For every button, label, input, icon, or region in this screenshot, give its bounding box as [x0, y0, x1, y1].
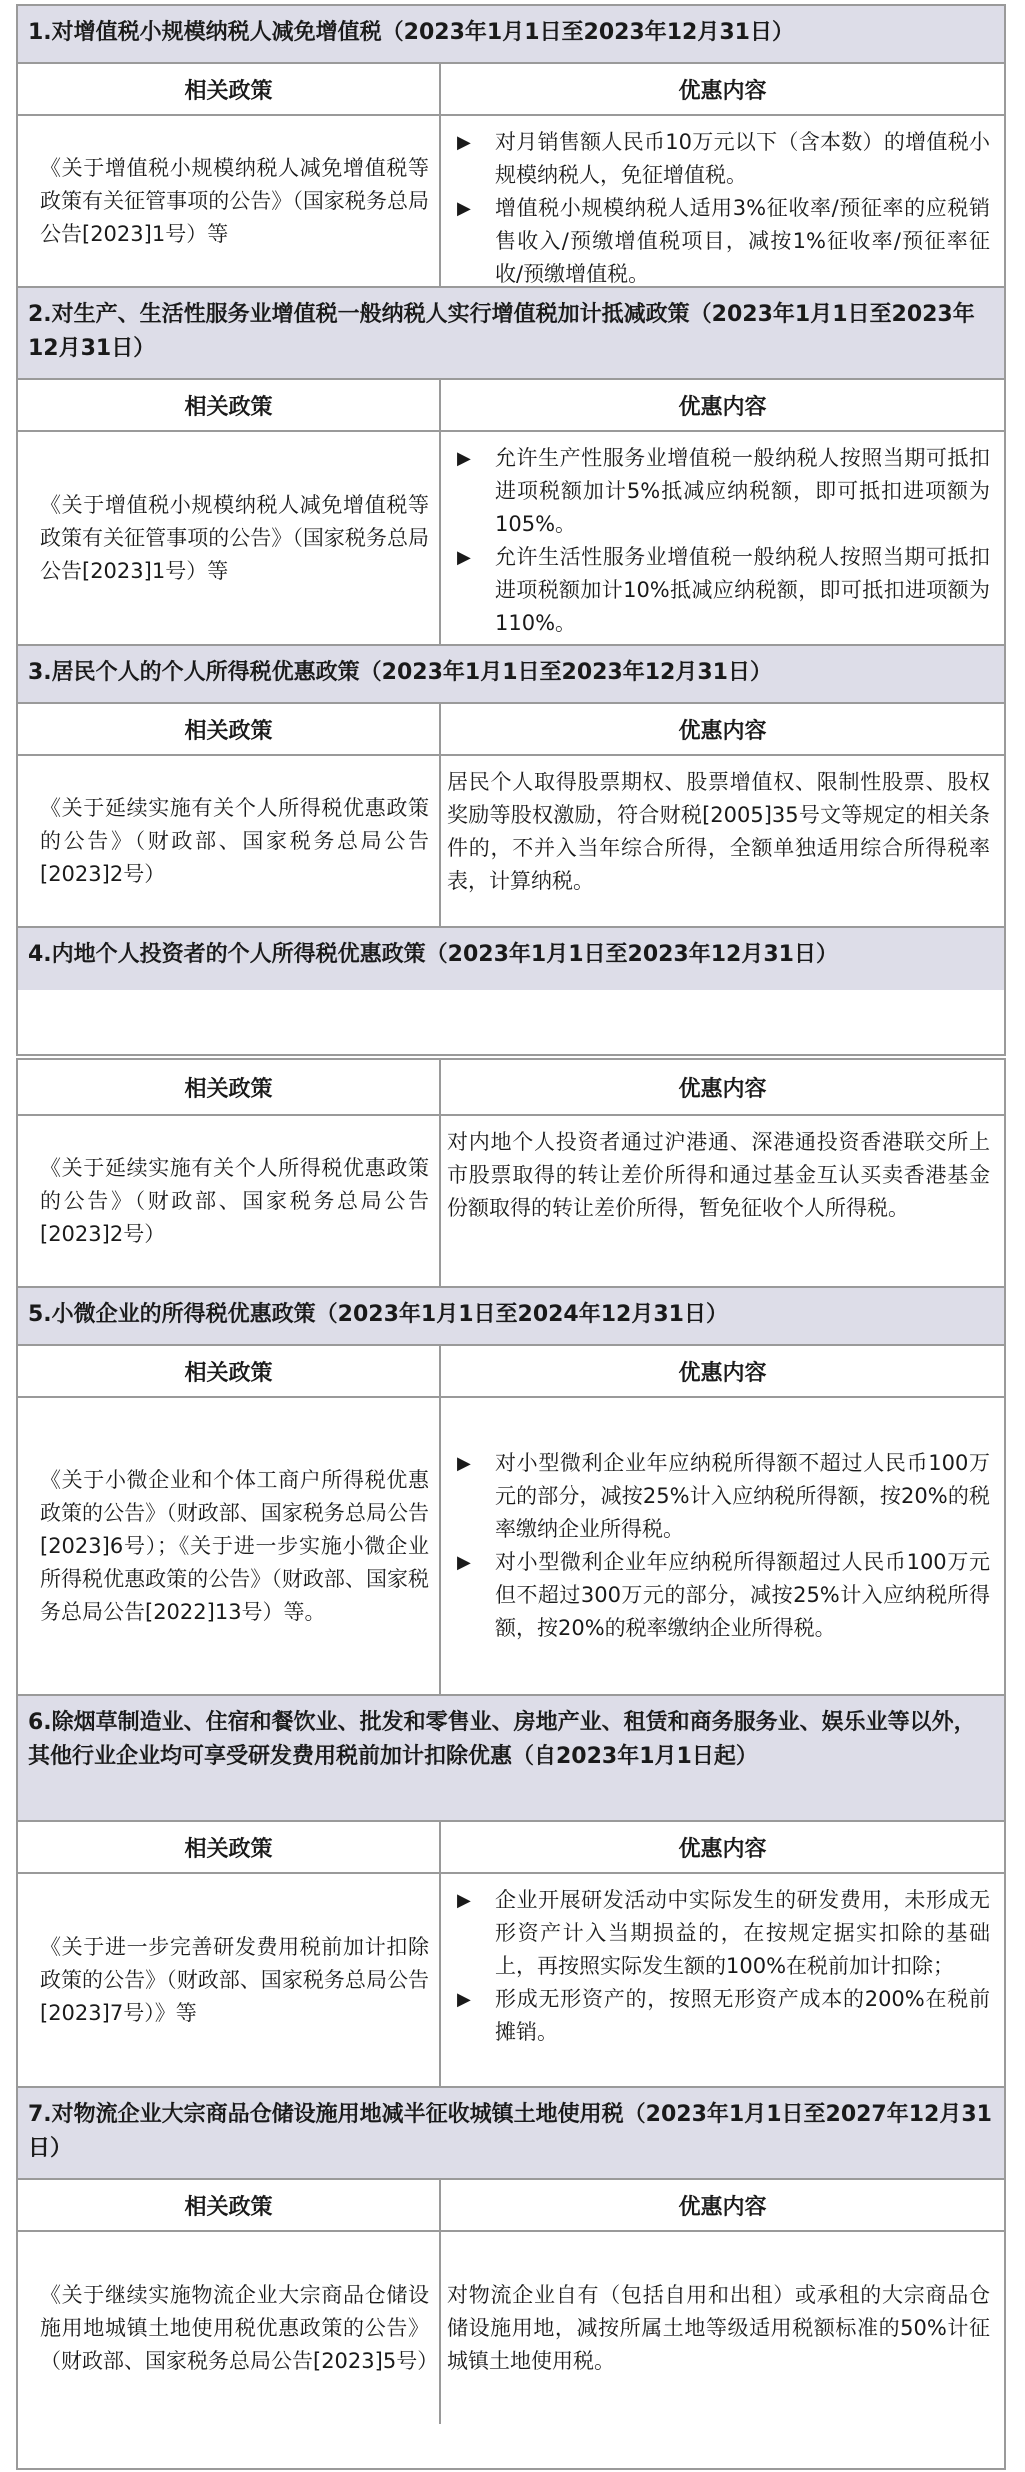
section-7-row: [18, 2232, 1004, 2424]
section-5-content: [441, 1398, 1004, 1694]
section-2-policy: 《关于增值税小规模纳税人减免增值税等政策有关征管事项的公告》（国家税务总局公告[2023]1号）等: [18, 432, 441, 644]
section-3-title: 3.居民个人的个人所得税优惠政策（2023年1月1日至2023年12月31日）: [18, 646, 1004, 704]
section-6-header: [18, 1822, 1004, 1874]
policy-column-header: 相关政策: [18, 704, 441, 754]
list-item: ▶ 对小型微利企业年应纳税所得额不超过人民币100万元的部分，减按25%计入应纳税所得额，按20%的税率缴纳企业所得税。: [453, 1447, 990, 1546]
content-column-header: 优惠内容: [678, 394, 767, 420]
content-column-header: 优惠内容: [678, 1076, 767, 1102]
section-4-title: 4.内地个人投资者的个人所得税优惠政策（2023年1月1日至2023年12月31日）: [18, 928, 1004, 990]
section-7-policy: 《关于继续实施物流企业大宗商品仓储设施用地城镇土地使用税优惠政策的公告》（财政部、国家税务总局公告[2023]5号）: [18, 2232, 441, 2424]
section-3-row: [18, 756, 1004, 928]
arrow-bullet-icon: ▶: [457, 1890, 471, 1911]
section-6-content: [441, 1874, 1004, 2086]
section-7-title: 7.对物流企业大宗商品仓储设施用地减半征收城镇土地使用税（2023年1月1日至2027年12月31日）: [18, 2088, 1004, 2180]
policy-column-header: 相关政策: [18, 1346, 441, 1396]
document-part-upper: [16, 4, 1006, 1056]
section-3-header: [18, 704, 1004, 756]
section-1-policy: 《关于增值税小规模纳税人减免增值税等政策有关征管事项的公告》（国家税务总局公告[2023]1号）等: [18, 116, 441, 286]
section-3-content: 居民个人取得股票期权、股票增值权、限制性股票、股权奖励等股权激励，符合财税[2005]35号文等规定的相关条件的，不并入当年综合所得，全额单独适用综合所得税率表，计算纳税。: [447, 770, 990, 893]
content-column-header: 优惠内容: [678, 1360, 767, 1386]
policy-column-header: 相关政策: [18, 1822, 441, 1872]
section-2-content: [441, 432, 1004, 644]
arrow-bullet-icon: ▶: [457, 198, 471, 219]
policy-column-header: 相关政策: [18, 380, 441, 430]
arrow-bullet-icon: ▶: [457, 1453, 471, 1474]
section-4-policy: 《关于延续实施有关个人所得税优惠政策的公告》（财政部、国家税务总局公告[2023]2号）: [18, 1116, 441, 1286]
section-1-content: [441, 116, 1004, 286]
policy-column-header: 相关政策: [18, 64, 441, 114]
list-item: ▶ 增值税小规模纳税人适用3%征收率/预征率的应税销售收入/预缴增值税项目，减按1%征收率/预征率征收/预缴增值税。: [453, 192, 990, 291]
content-column-header: 优惠内容: [678, 718, 767, 744]
section-3-policy: 《关于延续实施有关个人所得税优惠政策的公告》（财政部、国家税务总局公告[2023]2号）: [18, 756, 441, 926]
section-7-header: [18, 2180, 1004, 2232]
arrow-bullet-icon: ▶: [457, 448, 471, 469]
list-item: ▶ 允许生活性服务业增值税一般纳税人按照当期可抵扣进项税额加计10%抵减应纳税额，即可抵扣进项额为110%。: [453, 541, 990, 640]
arrow-bullet-icon: ▶: [457, 547, 471, 568]
section-1-header: [18, 64, 1004, 116]
content-column-header: 优惠内容: [678, 78, 767, 104]
section-5-title: 5.小微企业的所得税优惠政策（2023年1月1日至2024年12月31日）: [18, 1288, 1004, 1346]
section-6-title: 6.除烟草制造业、住宿和餐饮业、批发和零售业、房地产业、租赁和商务服务业、娱乐业等以外，其他行业企业均可享受研发费用税前加计扣除优惠（自2023年1月1日起）: [18, 1696, 1004, 1822]
list-item: ▶ 允许生产性服务业增值税一般纳税人按照当期可抵扣进项税额加计5%抵减应纳税额，即可抵扣进项额为105%。: [453, 442, 990, 541]
section-6-row: [18, 1874, 1004, 2088]
list-item: ▶ 对月销售额人民币10万元以下（含本数）的增值税小规模纳税人，免征增值税。: [453, 126, 990, 192]
section-2-header: [18, 380, 1004, 432]
list-item: ▶ 形成无形资产的，按照无形资产成本的200%在税前摊销。: [453, 1983, 990, 2049]
list-item: ▶ 企业开展研发活动中实际发生的研发费用，未形成无形资产计入当期损益的，在按规定据实扣除的基础上，再按照实际发生额的100%在税前加计扣除；: [453, 1884, 990, 1983]
content-column-header: 优惠内容: [678, 1836, 767, 1862]
policy-column-header: 相关政策: [18, 2180, 441, 2230]
section-5-policy: 《关于小微企业和个体工商户所得税优惠政策的公告》（财政部、国家税务总局公告[2023]6号）；《关于进一步实施小微企业所得税优惠政策的公告》（财政部、国家税务总局公告[2022]13号）等。: [18, 1398, 441, 1694]
list-item: ▶ 对小型微利企业年应纳税所得额超过人民币100万元但不超过300万元的部分，减按25%计入应纳税所得额，按20%的税率缴纳企业所得税。: [453, 1546, 990, 1645]
section-5-row: [18, 1398, 1004, 1696]
arrow-bullet-icon: ▶: [457, 132, 471, 153]
section-2-row: [18, 432, 1004, 646]
arrow-bullet-icon: ▶: [457, 1552, 471, 1573]
policy-column-header: 相关政策: [18, 1060, 441, 1114]
document-part-lower: [16, 1058, 1006, 2470]
arrow-bullet-icon: ▶: [457, 1989, 471, 2010]
section-1-title: 1.对增值税小规模纳税人减免增值税（2023年1月1日至2023年12月31日）: [18, 6, 1004, 64]
section-2-title: 2.对生产、生活性服务业增值税一般纳税人实行增值税加计抵减政策（2023年1月1日至2023年12月31日）: [18, 288, 1004, 380]
section-4-row: [18, 1116, 1004, 1288]
section-4-header: [18, 1060, 1004, 1116]
section-6-policy: 《关于进一步完善研发费用税前加计扣除政策的公告》（财政部、国家税务总局公告[2023]7号）》等: [18, 1874, 441, 2086]
section-7-content: 对物流企业自有（包括自用和出租）或承租的大宗商品仓储设施用地，减按所属土地等级适用税额标准的50%计征城镇土地使用税。: [447, 2282, 990, 2373]
section-5-header: [18, 1346, 1004, 1398]
section-1-row: [18, 116, 1004, 288]
section-4-content: 对内地个人投资者通过沪港通、深港通投资香港联交所上市股票取得的转让差价所得和通过基金互认买卖香港基金份额取得的转让差价所得，暂免征收个人所得税。: [447, 1130, 990, 1220]
content-column-header: 优惠内容: [678, 2194, 767, 2220]
